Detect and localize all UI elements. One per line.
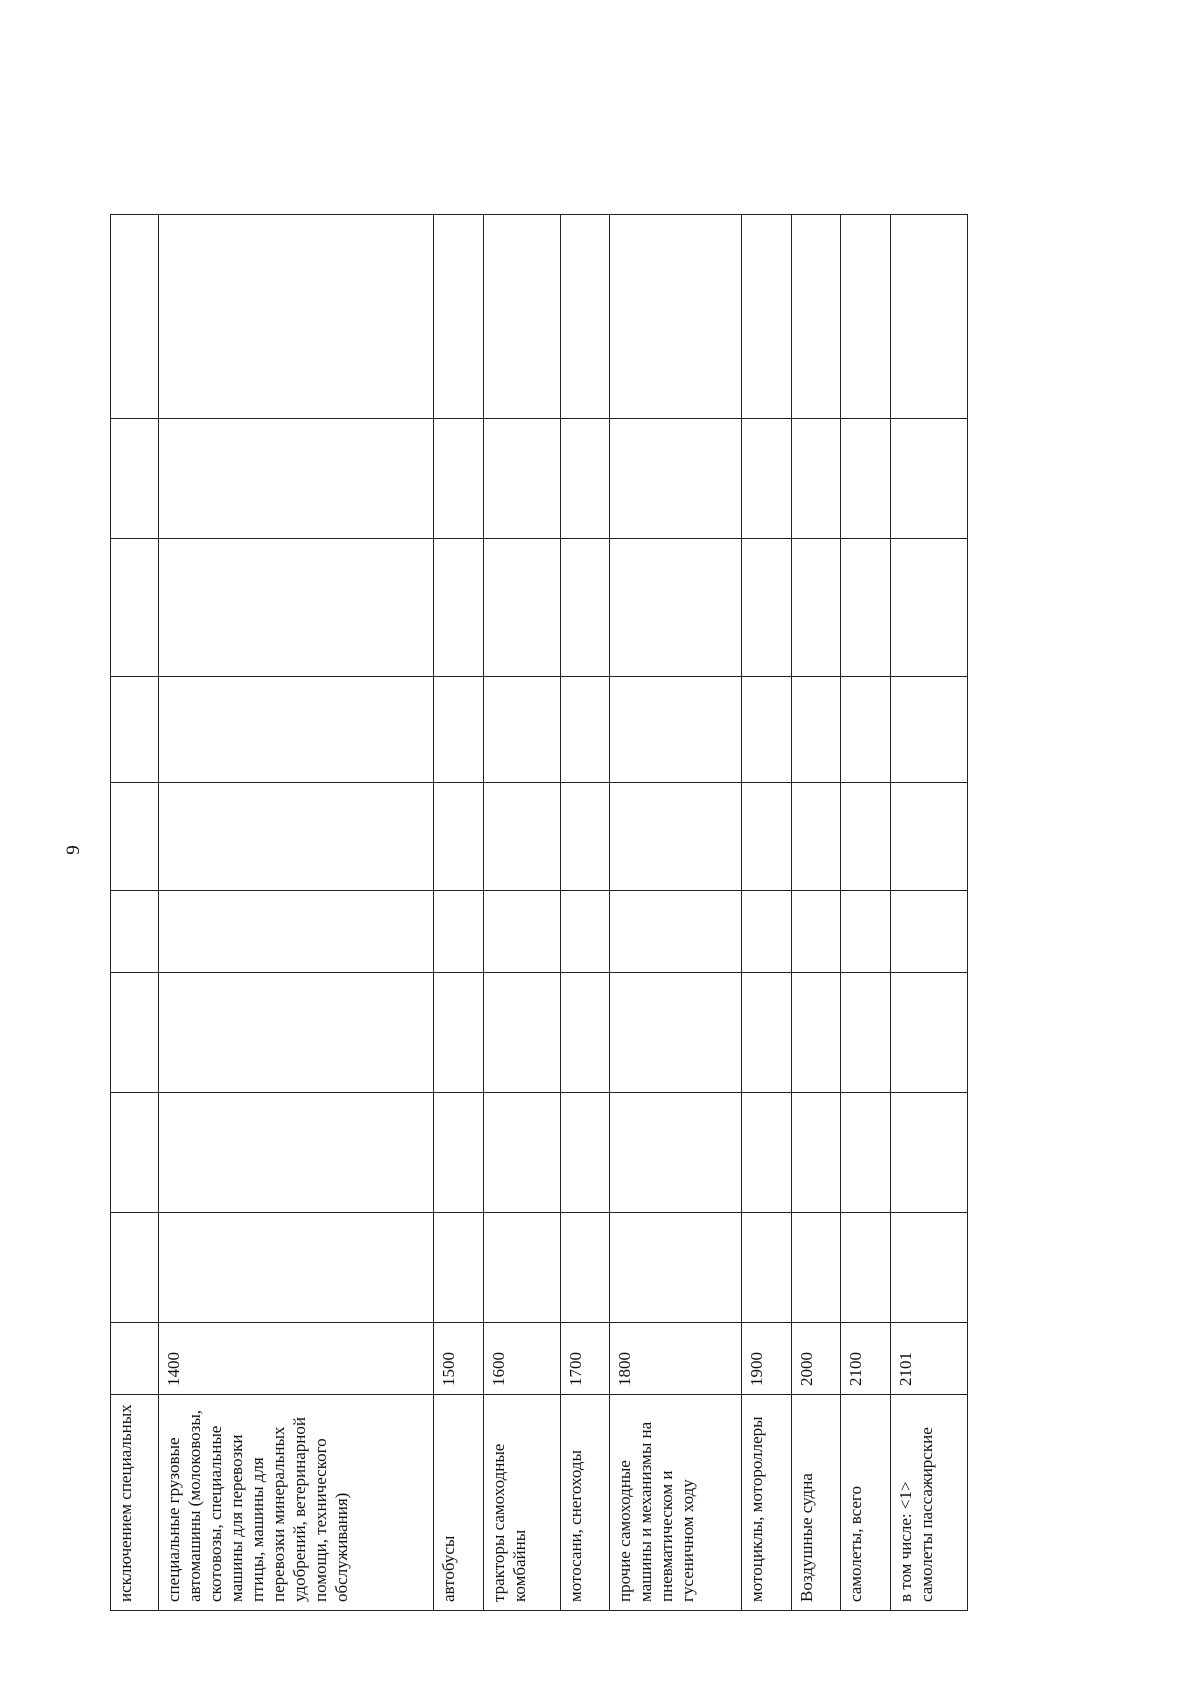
- blank-cell: [610, 419, 742, 539]
- blank-cell: [742, 783, 792, 891]
- row-name-cell: [434, 1395, 484, 1611]
- blank-cell: [890, 539, 967, 677]
- row-name-cell: [483, 1395, 560, 1611]
- blank-cell: [560, 1213, 610, 1323]
- blank-cell: [434, 539, 484, 677]
- blank-cell: [890, 419, 967, 539]
- blank-cell: [791, 539, 841, 677]
- row-name-cell: [159, 1395, 434, 1611]
- blank-cell: [890, 973, 967, 1093]
- table-row: [791, 215, 841, 1611]
- blank-cell: [890, 215, 967, 419]
- blank-cell: [841, 891, 891, 973]
- blank-cell: [483, 1093, 560, 1213]
- blank-cell: [610, 539, 742, 677]
- blank-cell: [111, 539, 159, 677]
- row-name-cell: [890, 1395, 967, 1611]
- blank-cell: [841, 215, 891, 419]
- row-name-text: Воздушные судна: [796, 1473, 816, 1602]
- blank-cell: [742, 215, 792, 419]
- blank-cell: [610, 891, 742, 973]
- blank-cell: [841, 419, 891, 539]
- blank-cell: [841, 677, 891, 783]
- blank-cell: [791, 419, 841, 539]
- blank-cell: [434, 1093, 484, 1213]
- row-name-cell: [791, 1395, 841, 1611]
- blank-cell: [890, 677, 967, 783]
- blank-cell: [159, 1213, 434, 1323]
- row-code-cell: 1500: [434, 1323, 484, 1395]
- blank-cell: [742, 973, 792, 1093]
- blank-cell: [434, 419, 484, 539]
- blank-cell: [483, 973, 560, 1093]
- row-code-cell: 1400: [159, 1323, 434, 1395]
- blank-cell: [434, 973, 484, 1093]
- blank-cell: [434, 215, 484, 419]
- blank-cell: [890, 783, 967, 891]
- blank-cell: [483, 891, 560, 973]
- blank-cell: [742, 1093, 792, 1213]
- blank-cell: [791, 783, 841, 891]
- blank-cell: [610, 1213, 742, 1323]
- blank-cell: [610, 677, 742, 783]
- blank-cell: [560, 677, 610, 783]
- blank-cell: [483, 539, 560, 677]
- row-code-cell: 1800: [610, 1323, 742, 1395]
- table-body: [111, 215, 968, 1611]
- blank-cell: [111, 973, 159, 1093]
- blank-cell: [742, 677, 792, 783]
- row-code-cell: 1600: [483, 1323, 560, 1395]
- row-name-text: самолеты, всего: [846, 1486, 866, 1602]
- row-name-text: в том числе: <1> самолеты пассажирские: [895, 1427, 936, 1602]
- blank-cell: [560, 215, 610, 419]
- blank-cell: [742, 891, 792, 973]
- blank-cell: [483, 419, 560, 539]
- blank-cell: [610, 973, 742, 1093]
- blank-cell: [483, 783, 560, 891]
- blank-cell: [111, 1213, 159, 1323]
- blank-cell: [841, 1213, 891, 1323]
- blank-cell: [159, 419, 434, 539]
- table-row: [434, 215, 484, 1611]
- blank-cell: [111, 677, 159, 783]
- blank-cell: [560, 783, 610, 891]
- blank-cell: [159, 539, 434, 677]
- blank-cell: [791, 1213, 841, 1323]
- row-code-cell: 2101: [890, 1323, 967, 1395]
- blank-cell: [742, 1213, 792, 1323]
- rotated-table-wrapper: [110, 215, 968, 1611]
- row-code-cell: [111, 1323, 159, 1395]
- blank-cell: [159, 783, 434, 891]
- blank-cell: [560, 1093, 610, 1213]
- table-row: [890, 215, 967, 1611]
- table-row: [159, 215, 434, 1611]
- blank-cell: [890, 891, 967, 973]
- table-row: [111, 215, 159, 1611]
- blank-cell: [111, 419, 159, 539]
- table-row: [610, 215, 742, 1611]
- blank-cell: [841, 783, 891, 891]
- blank-cell: [791, 891, 841, 973]
- blank-cell: [159, 677, 434, 783]
- blank-cell: [742, 419, 792, 539]
- row-name-cell: [111, 1395, 159, 1611]
- table-row: [742, 215, 792, 1611]
- blank-cell: [791, 1093, 841, 1213]
- row-name-text: мотосани, снегоходы: [565, 1450, 585, 1602]
- row-name-text: автобусы: [439, 1535, 459, 1602]
- blank-cell: [111, 891, 159, 973]
- row-name-text: мотоциклы, мотороллеры: [747, 1416, 767, 1602]
- blank-cell: [111, 1093, 159, 1213]
- page-number: 9: [63, 845, 84, 855]
- row-name-text: исключением специальных: [116, 1404, 135, 1602]
- row-code-cell: 2100: [841, 1323, 891, 1395]
- blank-cell: [841, 1093, 891, 1213]
- row-code-cell: 2000: [791, 1323, 841, 1395]
- blank-cell: [610, 215, 742, 419]
- row-name-text: тракторы самоходные комбайны: [488, 1443, 529, 1602]
- blank-cell: [791, 973, 841, 1093]
- vehicle-tax-table: [110, 214, 968, 1611]
- blank-cell: [111, 783, 159, 891]
- blank-cell: [610, 1093, 742, 1213]
- row-name-cell: [742, 1395, 792, 1611]
- blank-cell: [159, 1093, 434, 1213]
- row-code-cell: 1700: [560, 1323, 610, 1395]
- row-name-text: специальные грузовые автомашины (молоковозы, скотовозы, специальные машины для перевозки птицы, машины для перевозки минеральных удобрений, ветеринарной помощи, технического обслуживания): [164, 1409, 352, 1602]
- blank-cell: [560, 973, 610, 1093]
- blank-cell: [742, 539, 792, 677]
- blank-cell: [560, 539, 610, 677]
- blank-cell: [841, 973, 891, 1093]
- blank-cell: [791, 215, 841, 419]
- row-name-text: прочие самоходные машины и механизмы на пневматическом и гусеничном ходу: [615, 1421, 698, 1602]
- blank-cell: [483, 677, 560, 783]
- blank-cell: [434, 677, 484, 783]
- blank-cell: [111, 215, 159, 419]
- table-row: [560, 215, 610, 1611]
- blank-cell: [483, 215, 560, 419]
- blank-cell: [791, 677, 841, 783]
- blank-cell: [890, 1093, 967, 1213]
- blank-cell: [560, 419, 610, 539]
- blank-cell: [841, 539, 891, 677]
- blank-cell: [159, 973, 434, 1093]
- row-code-cell: 1900: [742, 1323, 792, 1395]
- table-row: [483, 215, 560, 1611]
- blank-cell: [890, 1213, 967, 1323]
- blank-cell: [159, 215, 434, 419]
- blank-cell: [434, 891, 484, 973]
- row-name-cell: [560, 1395, 610, 1611]
- blank-cell: [434, 783, 484, 891]
- blank-cell: [483, 1213, 560, 1323]
- blank-cell: [610, 783, 742, 891]
- blank-cell: [434, 1213, 484, 1323]
- row-name-cell: [841, 1395, 891, 1611]
- table-row: [841, 215, 891, 1611]
- blank-cell: [159, 891, 434, 973]
- blank-cell: [560, 891, 610, 973]
- row-name-cell: [610, 1395, 742, 1611]
